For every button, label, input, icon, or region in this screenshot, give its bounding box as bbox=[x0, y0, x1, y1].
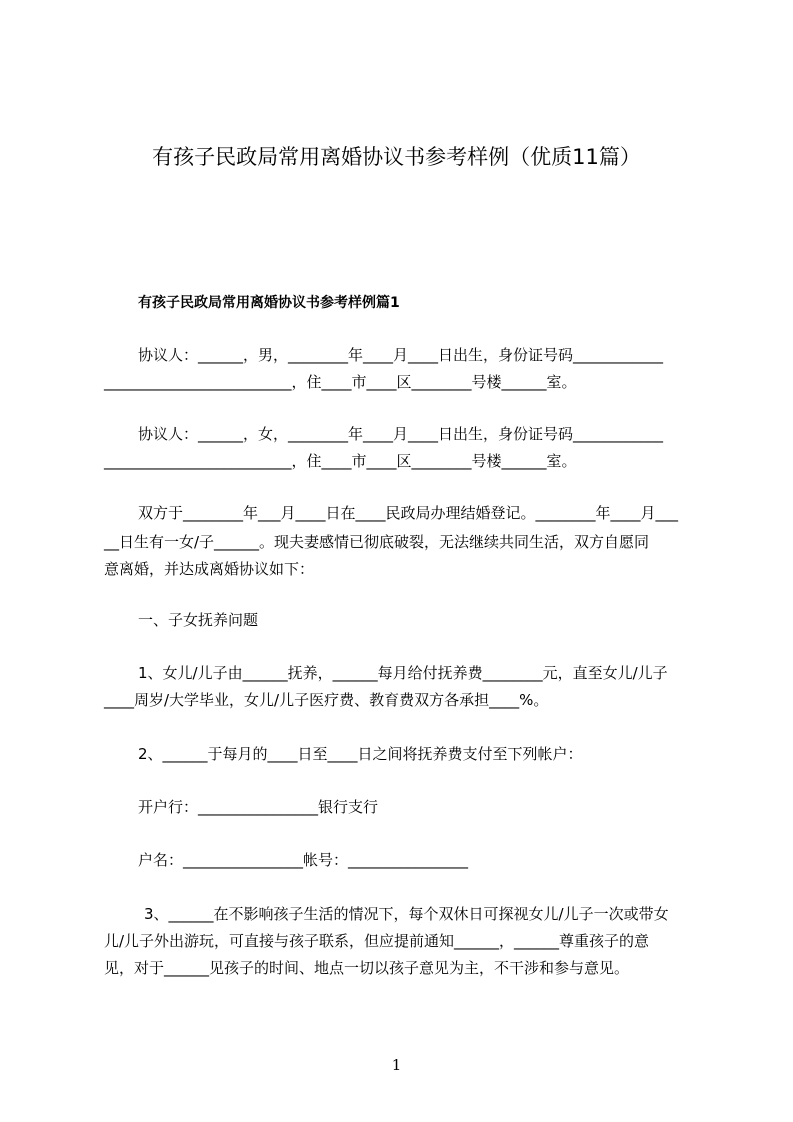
item2-line: 2、______于每月的____日至____日之间将抚养费支付至下列帐户： bbox=[138, 745, 583, 763]
intro-line2: __日生有一女/子______。现夫妻感情已彻底破裂，无法继续共同生活，双方自愿同 bbox=[104, 533, 650, 551]
item1-line2: ____周岁/大学毕业，女儿/儿子医疗费、教育费双方各承担____%。 bbox=[104, 691, 549, 709]
intro-line3: 意离婚，并达成离婚协议如下： bbox=[104, 560, 315, 578]
party2-line2: _________________________，住____市____区________号楼______室。 bbox=[104, 452, 577, 470]
document-title: 有孩子民政局常用离婚协议书参考样例（优质11篇） bbox=[152, 145, 641, 169]
intro-line1: 双方于________年___月____日在____民政局办理结婚登记。________年____月___ bbox=[138, 504, 679, 522]
item3-line3: 见，对于______见孩子的时间、地点一切以孩子意见为主，不干涉和参与意见。 bbox=[104, 959, 630, 977]
account-line: 户名：________________帐号：________________ bbox=[138, 851, 469, 869]
party2-line1: 协议人：______，女，________年____月____日出生，身份证号码____________ bbox=[138, 425, 664, 443]
item1-line1: 1、女儿/儿子由______抚养，______每月给付抚养费________元，直至女儿/儿子 bbox=[138, 664, 668, 682]
item3-line2: 儿/儿子外出游玩，可直接与孩子联系，但应提前通知______，______尊重孩子的意 bbox=[104, 932, 650, 950]
item3-line1: 3、______在不影响孩子生活的情况下，每个双休日可探视女儿/儿子一次或带女 bbox=[144, 905, 669, 923]
heading-child-custody: 一、子女抚养问题 bbox=[138, 611, 259, 629]
bank-line: 开户行：________________银行支行 bbox=[138, 798, 379, 816]
party1-line2: _________________________，住____市____区________号楼______室。 bbox=[104, 373, 577, 391]
section-title: 有孩子民政局常用离婚协议书参考样例篇1 bbox=[138, 295, 400, 311]
page-number: 1 bbox=[391, 1056, 402, 1074]
party1-line1: 协议人：______，男，________年____月____日出生，身份证号码____________ bbox=[138, 346, 664, 364]
